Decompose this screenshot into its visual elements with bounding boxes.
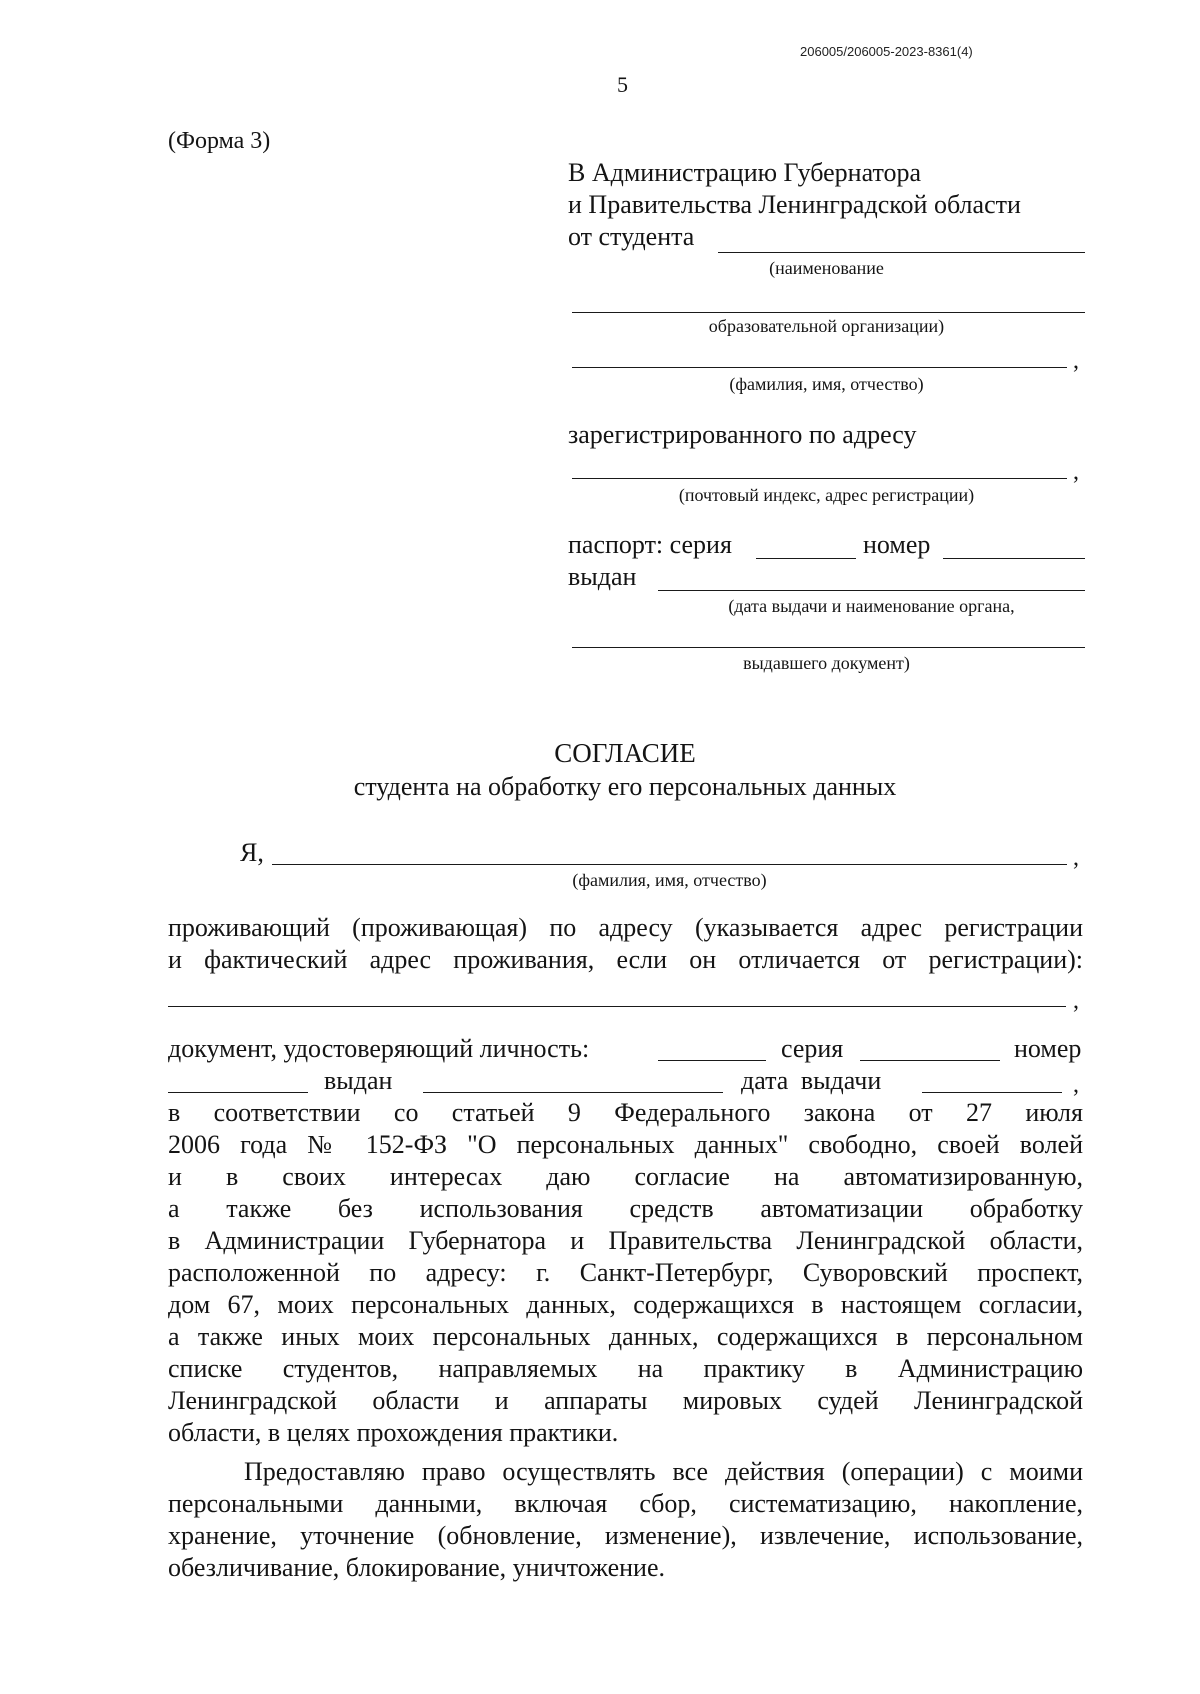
document-subtitle: студента на обработку его персональных данных <box>353 772 897 801</box>
passport-number-field[interactable] <box>943 558 1085 559</box>
caption-consent-fio: (фамилия, имя, отчество) <box>572 870 767 890</box>
document-id: 206005/206005-2023-8361(4) <box>800 44 973 59</box>
consent-text-line-4: а также без использования средств автоматизации обработку <box>168 1194 1083 1223</box>
id-number-field[interactable] <box>168 1092 308 1093</box>
residing-line-2: и фактический адрес проживания, если он отличается от регистрации): <box>168 945 1083 974</box>
passport-number-label: номер <box>863 530 931 559</box>
consent-fio-field[interactable] <box>272 864 1067 865</box>
student-fio-field[interactable] <box>572 367 1067 368</box>
passport-issued-field[interactable] <box>658 590 1085 591</box>
comma: , <box>1073 348 1079 374</box>
comma: , <box>1073 988 1079 1014</box>
id-series-label: серия <box>781 1034 844 1063</box>
caption-issue-1: (дата выдачи и наименование органа, <box>728 596 1015 616</box>
consent-text-line-5: в Администрации Губернатора и Правительства Ленинградской области, <box>168 1226 1083 1255</box>
id-series-field[interactable] <box>860 1060 1000 1061</box>
id-issue-date-field[interactable] <box>922 1092 1062 1093</box>
caption-org: образовательной организации) <box>708 316 945 336</box>
consent-text-line-7: дом 67, моих персональных данных, содержащихся в настоящем согласии, <box>168 1290 1083 1319</box>
residing-address-field[interactable] <box>168 1006 1066 1007</box>
id-issued-field[interactable] <box>423 1092 723 1093</box>
rights-text-line-1: Предоставляю право осуществлять все действия (операции) с моими <box>244 1457 1083 1486</box>
comma: , <box>1073 459 1079 485</box>
addressee-line-1: В Администрацию Губернатора <box>568 158 922 187</box>
rights-text-line-2: персональными данными, включая сбор, систематизацию, накопление, <box>168 1489 1083 1518</box>
comma: , <box>1073 845 1079 871</box>
document-title: СОГЛАСИЕ <box>554 738 696 768</box>
id-issued-label: выдан <box>324 1066 393 1095</box>
consent-text-line-9: списке студентов, направляемых на практику в Администрацию <box>168 1354 1083 1383</box>
form-label: (Форма 3) <box>168 128 271 154</box>
registered-label: зарегистрированного по адресу <box>568 420 917 449</box>
caption-fio: (фамилия, имя, отчество) <box>729 374 924 394</box>
student-org-field[interactable] <box>718 252 1085 253</box>
caption-name: (наименование <box>769 258 884 278</box>
id-document-label: документ, удостоверяющий личность: <box>168 1034 590 1063</box>
issued-label: выдан <box>568 562 637 591</box>
addressee-from-student: от студента <box>568 222 695 251</box>
consent-text-line-6: расположенной по адресу: г. Санкт-Петербург, Суворовский проспект, <box>168 1258 1083 1287</box>
rights-text-last-line: обезличивание, блокирование, уничтожение. <box>168 1553 665 1582</box>
id-number-label: номер <box>1014 1034 1082 1063</box>
passport-series-label: паспорт: серия <box>568 530 732 559</box>
passport-issuer-field[interactable] <box>572 647 1085 648</box>
consent-text-line-8: а также иных моих персональных данных, содержащихся в персональном <box>168 1322 1083 1351</box>
caption-issue-2: выдавшего документ) <box>743 653 910 673</box>
ya-label: Я, <box>240 838 264 867</box>
consent-text-line-3: и в своих интересах даю согласие на автоматизированную, <box>168 1162 1083 1191</box>
consent-text-line-2: 2006 года № 152-ФЗ "О персональных данных" свободно, своей волей <box>168 1130 1083 1159</box>
consent-text-line-1: в соответствии со статьей 9 Федерального закона от 27 июля <box>168 1098 1083 1127</box>
id-issue-date-label: дата выдачи <box>741 1066 882 1095</box>
registration-address-field[interactable] <box>572 478 1067 479</box>
rights-text-line-3: хранение, уточнение (обновление, изменение), извлечение, использование, <box>168 1521 1083 1550</box>
caption-address: (почтовый индекс, адрес регистрации) <box>678 485 975 505</box>
consent-text-line-10: Ленинградской области и аппараты мировых судей Ленинградской <box>168 1386 1083 1415</box>
residing-line-1: проживающий (проживающая) по адресу (указывается адрес регистрации <box>168 913 1083 942</box>
student-org-field-2[interactable] <box>572 312 1085 313</box>
id-document-type-field[interactable] <box>658 1060 766 1061</box>
page-number: 5 <box>617 72 628 97</box>
passport-series-field[interactable] <box>756 558 856 559</box>
comma: , <box>1073 1072 1079 1098</box>
addressee-line-2: и Правительства Ленинградской области <box>568 190 1021 219</box>
consent-text-last-line: области, в целях прохождения практики. <box>168 1418 619 1447</box>
